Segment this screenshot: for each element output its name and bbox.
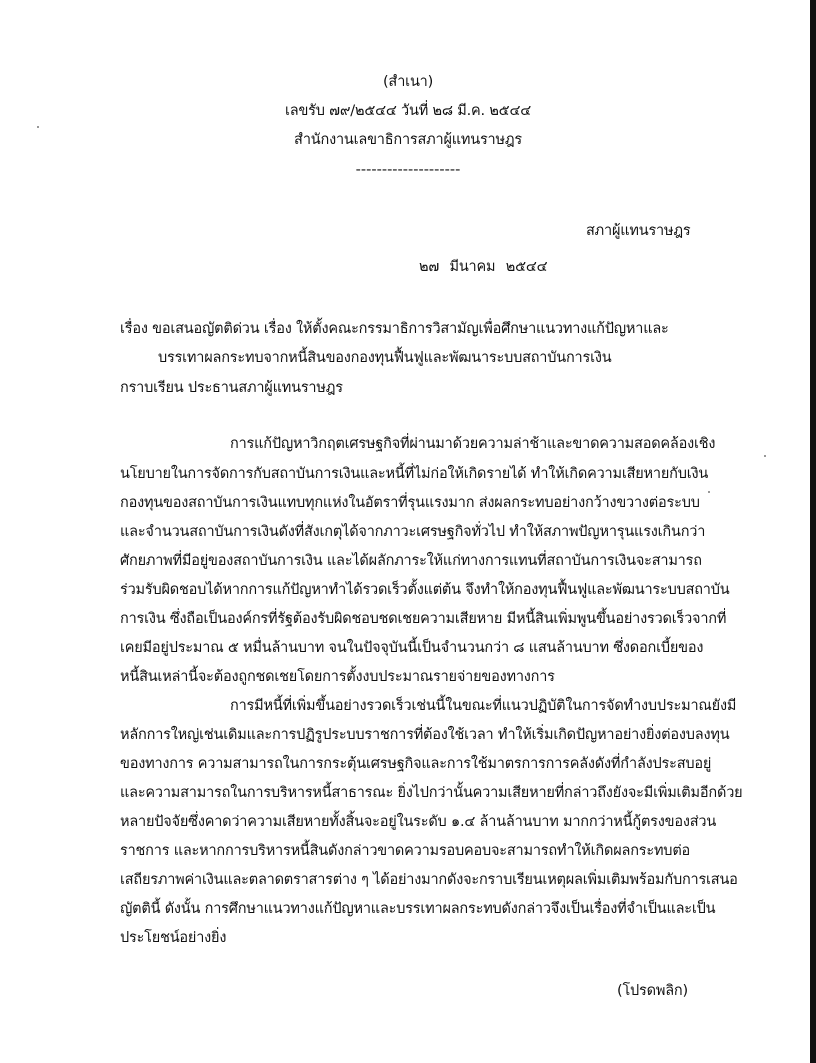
sender-name: สภาผู้แทนราษฎร [586, 223, 691, 239]
body-line: นโยบายในการจัดการกับสถาบันการเงินและหนี้ที่ไม่ก่อให้เกิดรายได้ ทำให้เกิดความเสียหายกับเงิน [120, 466, 709, 482]
body-line: หนี้สินเหล่านี้จะต้องถูกชดเชยโดยการตั้งงบประมาณรายจ่ายของทางการ [120, 669, 555, 685]
copy-label: (สำเนา) [382, 74, 434, 90]
body-line: และจำนวนสถาบันการเงินดังที่สังเกตุได้จากภาวะเศรษฐกิจทั่วไป ทำให้สภาพปัญหารุนแรงเกินกว่า [120, 524, 706, 540]
body-line: ญัตตินี้ ดังนั้น การศึกษาแนวทางแก้ปัญหาและบรรเทาผลกระทบดังกล่าวจึงเป็นเรื่องที่จำเป็นและเป็น [120, 901, 716, 917]
body-line: เสถียรภาพค่าเงินและตลาดตราสารต่าง ๆ ได้อย่างมากดังจะกราบเรียนเหตุผลเพิ่มเติมพร้อมกับการเสนอ [120, 872, 738, 888]
body-line: ศักยภาพที่มีอยู่ของสถาบันการเงิน และได้ผลักภาระให้แก่ทางการแทนที่สถาบันการเงินจะสามารถ [120, 553, 702, 569]
body-line: ร่วมรับผิดชอบได้หากการแก้ปัญหาทำได้รวดเร็วตั้งแต่ต้น จึงทำให้กองทุนฟื้นฟูและพัฒนาระบบสถาบัน [120, 582, 730, 598]
body-line: ราชการ และหากการบริหารหนี้สินดังกล่าวขาดความรอบคอบจะสามารถทำให้เกิดผลกระทบต่อ [120, 843, 691, 859]
body-line: ของทางการ ความสามารถในการกระตุ้นเศรษฐกิจและการใช้มาตรการการคลังดังที่กำลังประสบอยู่ [120, 756, 712, 772]
subject-line-2: บรรเทาผลกระทบจากหนี้สินของกองทุนฟื้นฟูและพัฒนาระบบสถาบันการเงิน [158, 350, 612, 366]
body-line: หลายปัจจัยซึ่งคาดว่าความเสียหายทั้งสิ้นจะอยู่ในระดับ ๑.๔ ล้านล้านบาท มากกว่าหนี้กู้ตรงของส่วน [120, 814, 717, 830]
body-line: เคยมีอยู่ประมาณ ๕ หมื่นล้านบาท จนในปัจจุบันนี้เป็นจำนวนกว่า ๘ แสนล้านบาท ซึ่งดอกเบี้ยของ [120, 640, 704, 656]
body-line: การมีหนี้ที่เพิ่มขึ้นอย่างรวดเร็วเช่นนี้ในขณะที่แนวปฏิบัติในการจัดทำงบประมาณยังมี [230, 698, 737, 714]
body-line: การแก้ปัญหาวิกฤตเศรษฐกิจที่ผ่านมาด้วยความล่าช้าและขาดความสอดคล้องเชิง [230, 436, 716, 452]
scan-border-edge [810, 0, 816, 1063]
body-line: ประโยชน์อย่างยิ่ง [120, 930, 227, 946]
receipt-number-line: เลขรับ ๗๙/๒๕๔๔ วันที่ ๒๘ มี.ค. ๒๕๔๔ [285, 103, 531, 119]
turn-over-note: (โปรดพลิก) [617, 983, 688, 999]
scan-speck [708, 491, 710, 493]
body-line: กองทุนของสถาบันการเงินแทบทุกแห่งในอัตราที่รุนแรงมาก ส่งผลกระทบอย่างกว้างขวางต่อระบบ [120, 495, 700, 511]
body-line: และความสามารถในการบริหารหนี้สาธารณะ ยิ่งไปกว่านั้นความเสียหายที่กล่าวถึงยังจะมีเพิ่มเติมอีกด้วย [120, 785, 743, 801]
subject-line-1: เรื่อง ขอเสนอญัตติด่วน เรื่อง ให้ตั้งคณะกรรมาธิการวิสามัญเพื่อศึกษาแนวทางแก้ปัญหาและ [120, 321, 669, 337]
scan-speck [764, 455, 766, 457]
salutation: กราบเรียน ประธานสภาผู้แทนราษฎร [120, 380, 343, 396]
body-line: หลักการใหญ่เช่นเดิมและการปฏิรูประบบราชการที่ต้องใช้เวลา ทำให้เริ่มเกิดปัญหาอย่างยิ่งต่องบลงทุน [120, 727, 730, 743]
scan-speck [37, 126, 39, 128]
header-separator: -------------------- [355, 162, 461, 178]
office-name: สำนักงานเลขาธิการสภาผู้แทนราษฎร [294, 132, 522, 148]
letter-date: ๒๗ มีนาคม ๒๕๔๔ [419, 259, 548, 275]
body-line: การเงิน ซึ่งถือเป็นองค์กรที่รัฐต้องรับผิดชอบชดเชยความเสียหาย มีหนี้สินเพิ่มพูนขึ้นอย่างรวดเร็วจากที่ [120, 611, 727, 627]
